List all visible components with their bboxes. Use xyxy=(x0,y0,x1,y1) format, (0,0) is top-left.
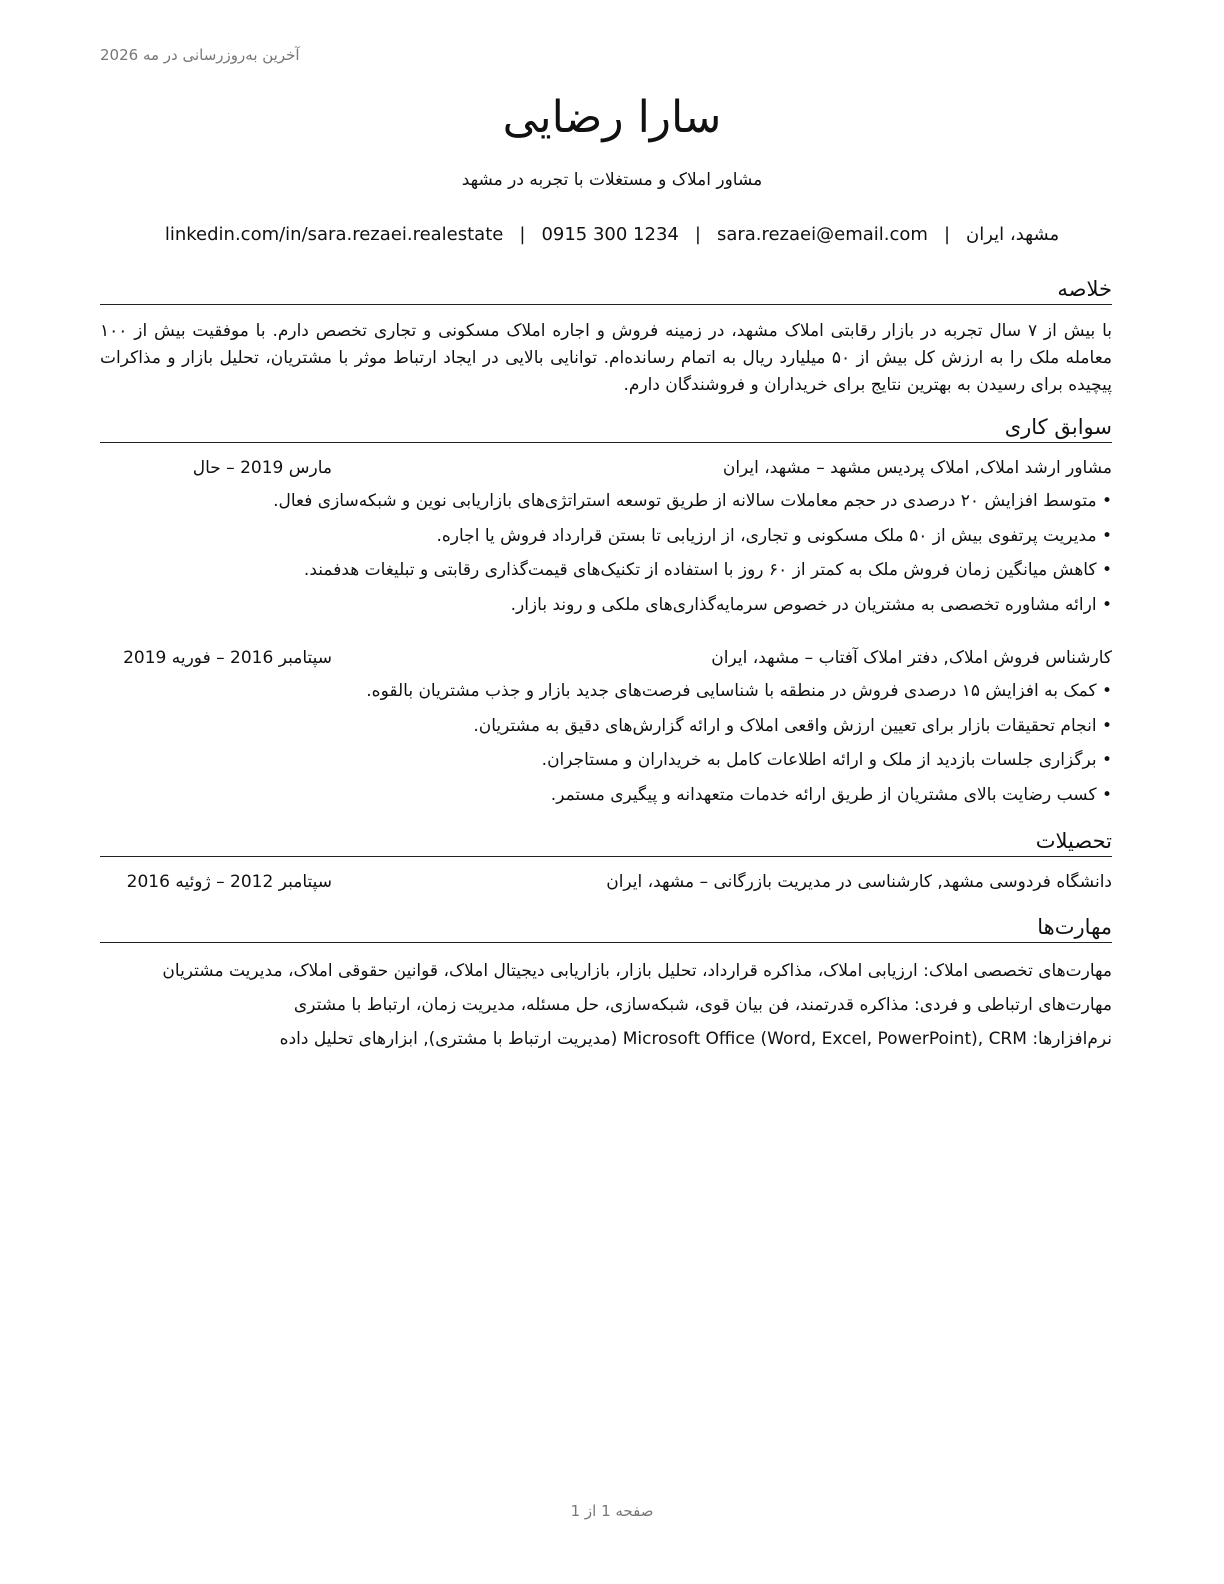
contact-phone[interactable]: 0915 300 1234 xyxy=(541,224,679,245)
list-item: • کاهش میانگین زمان فروش ملک به کمتر از ۶۰ روز با استفاده از تکنیک‌های قیمت‌گذاری رقابتی و تبلیغات هدفمند. xyxy=(100,557,1112,592)
skill-line: مهارت‌های ارتباطی و فردی: مذاکره قدرتمند، فن بیان قوی، شبکه‌سازی، حل مسئله، مدیریت زمان، ارتباط با مشتری xyxy=(293,995,1112,1015)
job-header xyxy=(100,648,1112,672)
summary-heading: خلاصه xyxy=(100,276,1112,305)
list-item: • مدیریت پرتفوی بیش از ۵۰ ملک مسکونی و تجاری، از ارزیابی تا بستن قرارداد فروش یا اجاره. xyxy=(100,523,1112,558)
education-entry xyxy=(100,872,1112,896)
job-dates: مارس 2019 – حال xyxy=(192,458,332,478)
separator: | xyxy=(694,224,701,245)
job-dates: سپتامبر 2016 – فوریه 2019 xyxy=(123,648,332,668)
education-title: دانشگاه فردوسی مشهد, کارشناسی در مدیریت بازرگانی – مشهد، ایران xyxy=(606,872,1112,892)
job-bullets xyxy=(100,678,1112,816)
job-title: کارشناس فروش املاک, دفتر املاک آفتاب – مشهد، ایران xyxy=(711,648,1112,668)
summary-text: با بیش از ۷ سال تجربه در بازار رقابتی املاک مشهد، در زمینه فروش و اجاره املاک مسکونی و تجاری تخصص دارم. با موفقیت بیش از ۱۰۰ معامله ملک را به ارزش کل بیش از ۵۰ میلیارد ریال به اتمام رسانده‌ام. توانایی بالایی در ایجاد ارتباط موثر با مشتریان، تحلیل بازار و مذاکرات پیچیده برای رسیدن به بهترین نتایج برای خریداران و فروشندگان دارم. xyxy=(100,321,1113,395)
list-item: • ارائه مشاوره تخصصی به مشتریان در خصوص سرمایه‌گذاری‌های ملکی و روند بازار. xyxy=(100,592,1112,627)
list-item: • انجام تحقیقات بازار برای تعیین ارزش واقعی املاک و ارائه گزارش‌های دقیق به مشتریان. xyxy=(100,713,1112,748)
contact-location: مشهد، ایران xyxy=(966,224,1060,245)
person-name: سارا رضایی xyxy=(502,92,722,143)
skills-heading: مهارت‌ها xyxy=(100,914,1112,943)
list-item: • کسب رضایت بالای مشتریان از طریق ارائه خدمات متعهدانه و پیگیری مستمر. xyxy=(100,782,1112,817)
skill-line: مهارت‌های تخصصی املاک: ارزیابی املاک، مذاکره قرارداد، تحلیل بازار، بازاریابی دیجیتال املاک، قوانین حقوقی املاک، مدیریت مشتریان xyxy=(162,961,1112,981)
list-item: • متوسط افزایش ۲۰ درصدی در حجم معاملات سالانه از طریق توسعه استراتژی‌های بازاریابی نوین و شبکه‌سازی فعال. xyxy=(100,488,1112,523)
separator: | xyxy=(943,224,951,245)
separator: | xyxy=(519,224,526,245)
contact-line xyxy=(0,224,1224,245)
last-updated: آخرین به‌روزرسانی در مه 2026 xyxy=(100,46,300,64)
job-bullets xyxy=(100,488,1112,626)
list-item: • برگزاری جلسات بازدید از ملک و ارائه اطلاعات کامل به خریداران و مستاجران. xyxy=(100,747,1112,782)
education-heading: تحصیلات xyxy=(100,828,1112,857)
job-header xyxy=(100,458,1112,482)
skill-line: نرم‌افزارها: Microsoft Office (Word, Excel, PowerPoint), CRM (مدیریت ارتباط با مشتری), ابزارهای تحلیل داده xyxy=(279,1029,1112,1049)
education-dates: سپتامبر 2012 – ژوئیه 2016 xyxy=(126,872,332,892)
page-number: صفحه 1 از 1 xyxy=(570,1502,654,1520)
contact-email[interactable]: sara.rezaei@email.com xyxy=(716,224,928,245)
contact-linkedin[interactable]: linkedin.com/in/sara.rezaei.realestate xyxy=(164,224,504,245)
job-title: مشاور ارشد املاک, املاک پردیس مشهد – مشهد، ایران xyxy=(722,458,1112,478)
experience-heading: سوابق کاری xyxy=(100,414,1112,443)
headline: مشاور املاک و مستغلات با تجربه در مشهد xyxy=(461,170,763,190)
list-item: • کمک به افزایش ۱۵ درصدی فروش در منطقه با شناسایی فرصت‌های جدید بازار و جذب مشتریان بالقوه. xyxy=(100,678,1112,713)
